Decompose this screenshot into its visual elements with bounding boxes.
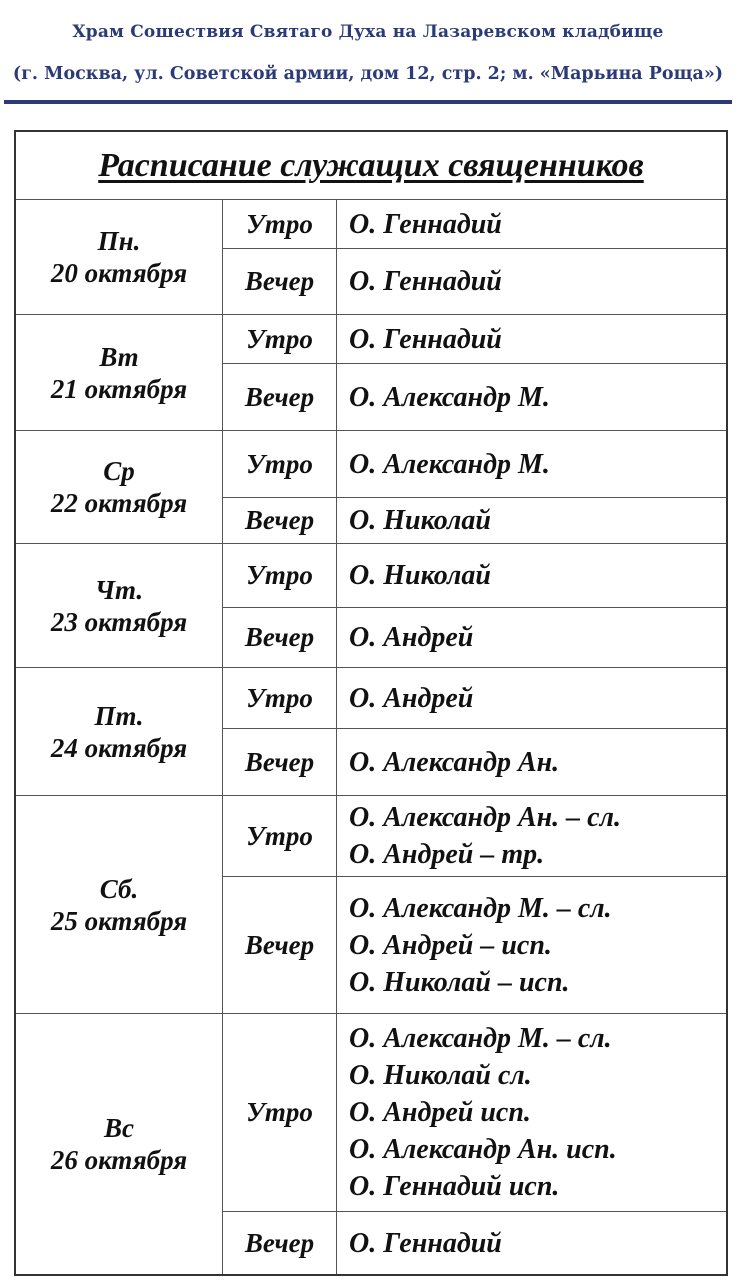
day-row — [16, 200, 726, 315]
day-label — [16, 431, 223, 543]
priest-list — [337, 877, 726, 1013]
priest-name: О. Андрей — [349, 622, 474, 653]
date: 25 октября — [50, 905, 188, 936]
date: 26 октября — [50, 1145, 188, 1175]
weekday: Чт. — [94, 574, 144, 605]
priest-name: О. Андрей исп. — [349, 1097, 531, 1128]
date: 24 октября — [50, 732, 188, 763]
priest-name: О. Николай — [349, 560, 491, 591]
priest-name: О. Геннадий — [349, 266, 502, 297]
slot-name: Вечер — [223, 608, 337, 667]
slot-row — [223, 249, 726, 314]
priest-list — [337, 544, 726, 607]
priest-name: О. Александр Ан. – сл. — [349, 802, 621, 833]
slot-name: Утро — [223, 544, 337, 607]
priest-name: О. Геннадий — [349, 208, 502, 240]
priest-name: О. Геннадий — [349, 323, 502, 355]
slot-row — [223, 200, 726, 249]
church-name: Храм Сошествия Святаго Духа на Лазаревском кладбище — [72, 22, 664, 42]
priest-name: О. Александр Ан. — [349, 746, 560, 778]
day-row — [16, 431, 726, 544]
weekday: Вс — [104, 1113, 134, 1143]
slot-row — [223, 729, 726, 795]
priest-name: О. Николай сл. — [349, 1060, 532, 1091]
day-slots — [223, 1014, 726, 1274]
schedule-title-row — [16, 132, 726, 200]
slot-name: Вечер — [223, 498, 337, 543]
slot-row — [223, 315, 726, 364]
slot-row — [223, 431, 726, 498]
day-label — [16, 668, 223, 795]
priest-list — [337, 668, 726, 728]
priest-name: О. Николай – исп. — [349, 966, 570, 998]
priest-list — [337, 729, 726, 795]
priest-name: О. Александр М. — [349, 381, 550, 413]
priest-list — [337, 249, 726, 314]
date: 23 октября — [50, 606, 188, 637]
priest-name: О. Геннадий исп. — [349, 1171, 560, 1202]
slot-name: Вечер — [223, 729, 337, 795]
priest-list — [337, 431, 726, 497]
schedule-table — [14, 130, 728, 1276]
priest-list — [337, 1014, 726, 1211]
day-slots — [223, 200, 726, 314]
slot-row — [223, 544, 726, 608]
slot-row — [223, 877, 726, 1013]
day-slots — [223, 796, 726, 1013]
slot-name: Вечер — [223, 877, 337, 1013]
priest-name: О. Николай — [349, 505, 491, 536]
schedule-title: Расписание служащих священников — [98, 146, 644, 184]
slot-row — [223, 1212, 726, 1274]
priest-list — [337, 364, 726, 430]
slot-name: Утро — [223, 200, 337, 248]
priest-name: О. Александр Ан. исп. — [349, 1134, 617, 1165]
weekday: Ср — [103, 456, 135, 486]
weekday: Сб. — [99, 873, 139, 904]
days-container — [16, 200, 726, 1274]
slot-name: Утро — [223, 668, 337, 728]
day-row — [16, 315, 726, 431]
day-slots — [223, 668, 726, 795]
priest-list — [337, 1212, 726, 1274]
day-label — [16, 200, 223, 314]
slot-name: Утро — [223, 431, 337, 497]
slot-name: Вечер — [223, 364, 337, 430]
header-divider — [4, 100, 732, 104]
day-slots — [223, 315, 726, 430]
priest-list — [337, 796, 726, 876]
date: 21 октября — [50, 373, 188, 404]
slot-name: Утро — [223, 796, 337, 876]
church-address: (г. Москва, ул. Советской армии, дом 12, стр. 2; м. «Марьина Роща») — [12, 64, 724, 84]
slot-row — [223, 668, 726, 729]
date: 22 октября — [50, 488, 188, 518]
page-header — [0, 0, 736, 130]
slot-name: Вечер — [223, 1212, 337, 1274]
priest-name: О. Геннадий — [349, 1227, 502, 1259]
day-row — [16, 1014, 726, 1274]
day-row — [16, 544, 726, 668]
priest-list — [337, 200, 726, 248]
date: 20 октября — [50, 258, 188, 288]
slot-row — [223, 498, 726, 543]
slot-name: Утро — [223, 1014, 337, 1211]
day-row — [16, 668, 726, 796]
priest-list — [337, 315, 726, 363]
day-label — [16, 544, 223, 667]
priest-name: О. Андрей – исп. — [349, 929, 552, 961]
priest-name: О. Андрей — [349, 682, 474, 714]
day-label — [16, 796, 223, 1013]
priest-name: О. Александр М. — [349, 448, 550, 480]
day-label — [16, 1014, 223, 1274]
slot-name: Утро — [223, 315, 337, 363]
priest-name: О. Андрей – тр. — [349, 839, 545, 870]
weekday: Вт — [99, 341, 139, 372]
priest-name: О. Александр М. – сл. — [349, 1023, 612, 1054]
slot-row — [223, 608, 726, 667]
slot-row — [223, 1014, 726, 1212]
day-slots — [223, 544, 726, 667]
day-row — [16, 796, 726, 1014]
priest-list — [337, 608, 726, 667]
slot-name: Вечер — [223, 249, 337, 314]
weekday: Пт. — [94, 700, 144, 731]
priest-list — [337, 498, 726, 543]
priest-name: О. Александр М. – сл. — [349, 892, 612, 924]
day-slots — [223, 431, 726, 543]
day-label — [16, 315, 223, 430]
weekday: Пн. — [97, 226, 141, 256]
slot-row — [223, 364, 726, 430]
slot-row — [223, 796, 726, 877]
